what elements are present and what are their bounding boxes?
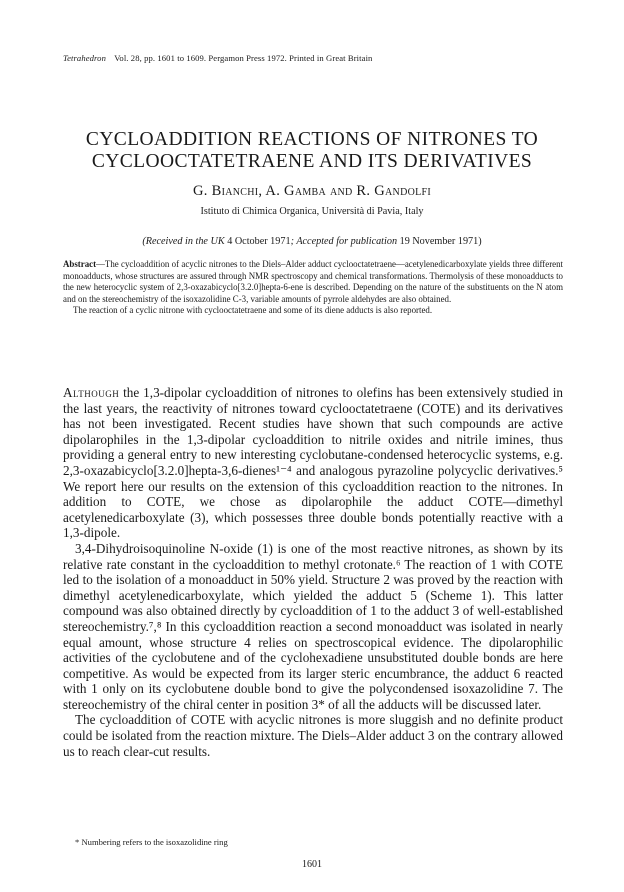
body-paragraph-1 bbox=[63, 385, 563, 541]
received-accepted-dates bbox=[0, 236, 624, 247]
accepted-date: 19 November 1971) bbox=[399, 236, 482, 247]
body-paragraph-1-text: the 1,3-dipolar cycloaddition of nitrones to olefins has been extensively studied in the last years, the reactivity of nitrones toward cyclooctatetraene (COTE) and its derivatives has not been investigated. Recent studies have shown that such compounds are active dipolarophiles in the 1,3-dipolar cycloaddition to nitrile oxides and nitrile imines, thus providing a general entry to new interesting cyclobutane-condensed heterocyclic systems, e.g. 2,3-oxazabicyclo[3.2.0]hepta-3,6-dienes¹⁻⁴ and analogous pyrazoline polycyclic derivatives.⁵ We report here our results on the extension of this cycloaddition reaction to the nitrones. In addition to COTE, we chose as dipolarophile the adduct COTE—dimethyl acetylenedicarboxylate (3), which possesses three double bonds potentially reactive with a 1,3-dipole. bbox=[63, 385, 563, 541]
title-line-2: CYCLOOCTATETRAENE AND ITS DERIVATIVES bbox=[91, 151, 533, 172]
title-line-1: CYCLOADDITION REACTIONS OF NITRONES TO bbox=[85, 129, 539, 150]
paper-title bbox=[0, 129, 624, 173]
received-label: (Received in the UK bbox=[142, 236, 225, 247]
body-paragraph-3: The cycloaddition of COTE with acyclic nitrones is more sluggish and no definite product could be isolated from the reaction mixture. The Diels–Alder adduct 3 on the contrary allowed us to reach clear-cut results. bbox=[63, 712, 563, 759]
received-date: 4 October 1971 bbox=[227, 236, 291, 247]
journal-header bbox=[63, 53, 372, 63]
abstract bbox=[63, 259, 563, 317]
footnote: * Numbering refers to the isoxazolidine ring bbox=[75, 837, 228, 847]
abstract-text: —The cycloaddition of acyclic nitrones to the Diels–Alder adduct cyclooctatetraene—acetylenedicarboxylate yields three different monoadducts, whose structures are assured through NMR spectroscopy and chemical transformations. Thermolysis of these monoadducts to the new heterocyclic system of 2,3-oxazabicyclo[3.2.0]hepta-6-ene is described. Depending on the nature of the substituents on the N atom and on the stereochemistry of the isoxazolidine C-3, variable amounts of pyrrole aldehydes are also obtained. bbox=[63, 259, 563, 304]
accepted-label: ; Accepted for publication bbox=[290, 236, 398, 247]
abstract-paragraph-2: The reaction of a cyclic nitrone with cyclooctatetraene and some of its diene adducts is also reported. bbox=[73, 305, 433, 316]
body-text bbox=[63, 385, 563, 759]
page-number: 1601 bbox=[302, 859, 322, 870]
body-paragraph-2: 3,4-Dihydroisoquinoline N-oxide (1) is one of the most reactive nitrones, as shown by its relative rate constant in the cycloaddition to methyl crotonate.⁶ The reaction of 1 with COTE led to the isolation of a monoadduct in 50% yield. Structure 2 was proved by the reaction with dimethyl acetylenedicarboxylate, which yielded the adduct 5 (Scheme 1). This latter compound was also obtained directly by cycloaddition of 1 to the adduct 3 of well-established stereochemistry.⁷,⁸ In this cycloaddition reaction a second monoadduct was isolated in nearly equal amount, whose structure 4 relies on spectroscopical evidence. The dipolarophilic activities of the cyclobutene and of the cyclohexadiene unsubstituted double bonds are here competitive. As would be expected from its larger steric encumbrance, the adduct 6 reacted with 1 only on its cyclobutene double bond to give the polycondensed isoxazolidine 7. The stereochemistry of the chiral center in position 3* of all the adducts will be discussed later. bbox=[63, 540, 563, 712]
abstract-paragraph bbox=[63, 259, 563, 305]
abstract-label: Abstract bbox=[63, 259, 97, 269]
affiliation: Istituto di Chimica Organica, Università di Pavia, Italy bbox=[200, 206, 424, 217]
journal-name: Tetrahedron bbox=[63, 53, 106, 63]
lead-word: Although bbox=[63, 385, 120, 400]
journal-citation: Vol. 28, pp. 1601 to 1609. Pergamon Press 1972. Printed in Great Britain bbox=[114, 53, 373, 63]
authors: G. Bianchi, A. Gamba and R. Gandolfi bbox=[192, 183, 432, 199]
